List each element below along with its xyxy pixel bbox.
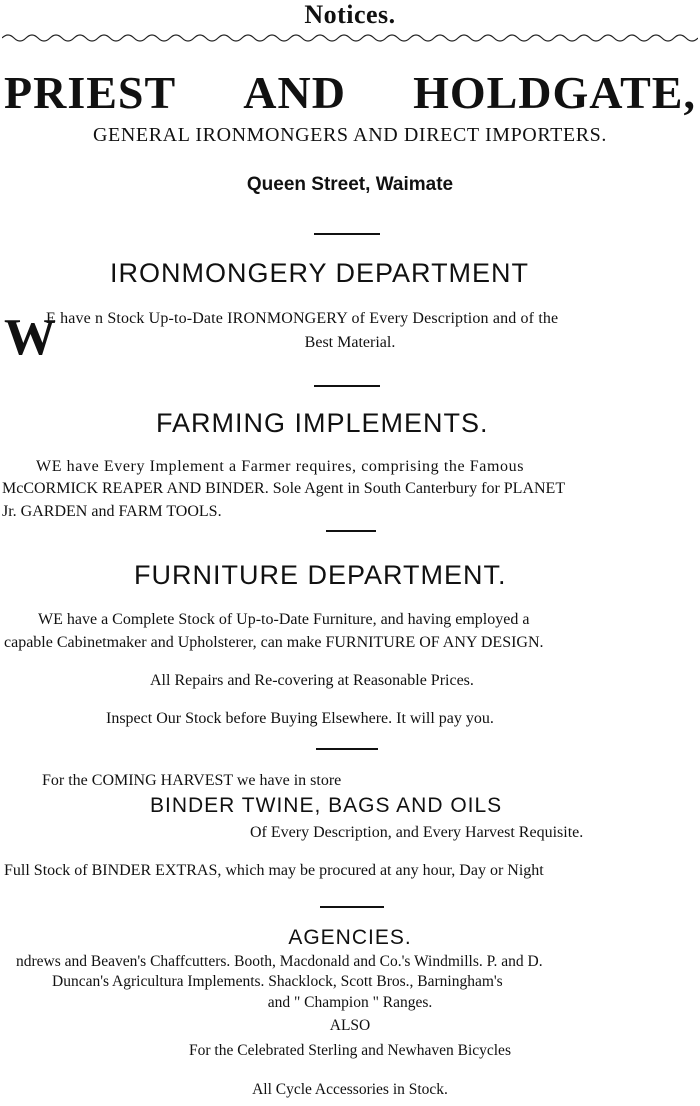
firm-subtitle: GENERAL IRONMONGERS AND DIRECT IMPORTERS. [93, 124, 607, 146]
short-rule [320, 906, 384, 908]
agencies-line-5: All Cycle Accessories in Stock. [252, 1081, 448, 1098]
agencies-line-1: ndrews and Beaven's Chaffcutters. Booth, Macdonald and Co.'s Windmills. P. and D. [16, 953, 543, 970]
short-rule [316, 748, 378, 750]
agencies-heading: AGENCIES. [288, 926, 412, 949]
agencies-also: ALSO [329, 1017, 371, 1034]
furniture-line-3: All Repairs and Re-covering at Reasonable Prices. [150, 672, 474, 689]
harvest-heading: BINDER TWINE, BAGS AND OILS [150, 794, 503, 817]
agencies-line-3: and " Champion " Ranges. [267, 994, 433, 1011]
ironmongery-heading: IRONMONGERY DEPARTMENT [110, 258, 530, 288]
furniture-line-1: WE have a Complete Stock of Up-to-Date Furniture, and having employed a [38, 611, 530, 628]
farming-line-2: McCORMICK REAPER AND BINDER. Sole Agent in South Canterbury for PLANET [2, 480, 566, 497]
wavy-divider [2, 30, 698, 46]
harvest-line-2: Full Stock of BINDER EXTRAS, which may be procured at any hour, Day or Night [4, 862, 544, 879]
short-rule [314, 233, 380, 235]
dropcap-letter: W [4, 309, 56, 366]
harvest-line-1: Of Every Description, and Every Harvest Requisite. [250, 824, 584, 841]
farming-heading: FARMING IMPLEMENTS. [156, 408, 489, 438]
agencies-line-2: Duncan's Agricultura Implements. Shacklock, Scott Bros., Barningham's [52, 973, 503, 990]
ironmongery-line-2: Best Material. [304, 334, 396, 351]
harvest-intro: For the COMING HARVEST we have in store [42, 772, 342, 789]
farming-line-3: Jr. GARDEN and FARM TOOLS. [2, 503, 222, 520]
furniture-line-2: capable Cabinetmaker and Upholsterer, can make FURNITURE OF ANY DESIGN. [4, 634, 544, 651]
farming-line-1: WE have Every Implement a Farmer requires, comprising the Famous [36, 458, 525, 475]
firm-address: Queen Street, Waimate [246, 174, 454, 195]
section-label: Notices. [304, 0, 396, 29]
ironmongery-line-1: E have n Stock Up-to-Date IRONMONGERY of Every Description and of the [46, 310, 559, 327]
firm-name-word: AND [243, 67, 346, 118]
short-rule [326, 530, 376, 532]
agencies-line-4: For the Celebrated Sterling and Newhaven Bicycles [189, 1042, 511, 1059]
firm-name [4, 66, 696, 119]
short-rule [314, 385, 380, 387]
furniture-heading: FURNITURE DEPARTMENT. [134, 560, 507, 590]
furniture-line-4: Inspect Our Stock before Buying Elsewhere. It will pay you. [106, 710, 494, 727]
firm-name-word: PRIEST [4, 67, 177, 118]
firm-name-word: HOLDGATE, [413, 67, 696, 118]
